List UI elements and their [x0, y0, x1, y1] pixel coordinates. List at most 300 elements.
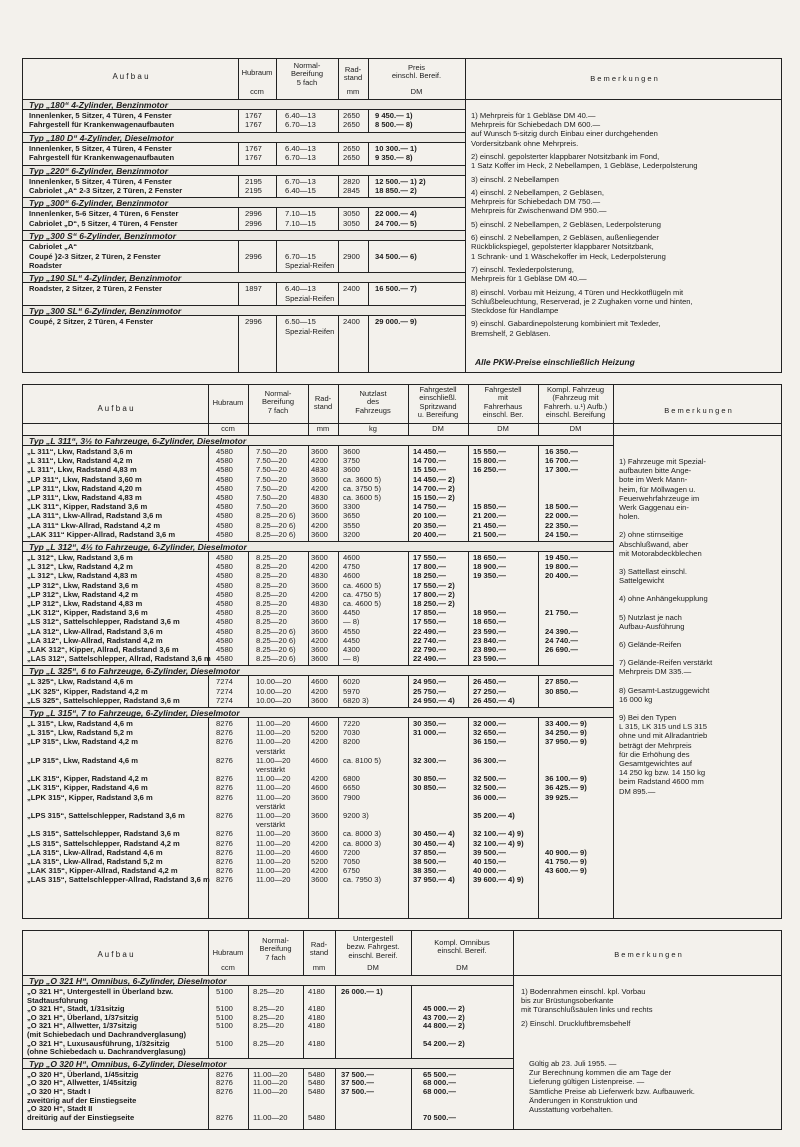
bus-cell-a: „O 321 H“, Luxusausführung, 1/32sitzig — [27, 1038, 170, 1048]
header-radstand: Rad- stand — [343, 65, 363, 83]
lkw-cell-h: 8276 — [216, 866, 233, 876]
lkw-cell-a: „LA 315“, Lkw-Allrad, Radstand 5,2 m — [27, 857, 163, 866]
lkw-cell-h: 4580 — [216, 654, 233, 664]
pkw-cell-p: 18 850.— 2) — [375, 186, 417, 195]
lkw-cell-r: 3600 — [311, 792, 328, 802]
pkw-row — [23, 327, 465, 336]
lkw-cell-n: 5970 — [343, 686, 360, 696]
lkw-cell-r: 4200 — [311, 774, 328, 784]
pkw-row — [23, 261, 465, 270]
bus-cell-b: 11.00—20 — [253, 1078, 288, 1088]
lkw-row — [23, 627, 613, 636]
lkw-cell-a: „LA 312“, Lkw-Allrad, Radstand 4,2 m — [27, 635, 163, 645]
lkw-cell-f1: 14 750.— — [413, 502, 446, 512]
lkw-cell-h: 4580 — [216, 571, 233, 581]
lkw-cell-f2: 18 950.— — [473, 608, 506, 618]
pkw-cell-r: 2900 — [343, 251, 360, 261]
lkw-cell-r: 4200 — [311, 737, 328, 747]
header-bereifung: Normal- Bereifung 5 fach — [290, 61, 324, 87]
lkw-cell-f1: 37 850.— — [413, 847, 446, 857]
lkw-cell-f2: 36 000.— — [473, 792, 506, 802]
bus-cell-a: „O 321 H“, Stadt, 1/31sitzig — [27, 1004, 125, 1014]
lkw-cell-h: 4580 — [216, 562, 233, 572]
lkw-cell-n: ca. 7950 3) — [343, 875, 381, 885]
lkw-cell-a: „LK 315“, Kipper, Radstand 4,6 m — [27, 783, 148, 793]
lkw-cell-f1: 25 750.— — [413, 686, 446, 696]
lkw-cell-n: 9200 3) — [343, 811, 369, 820]
lkw-cell-k: 22 350.— — [545, 520, 578, 530]
lkw-cell-b: 11.00—20 — [256, 792, 291, 802]
lkw-cell-a: „LP 311“, Lkw, Radstand 3,60 m — [27, 474, 142, 484]
pkw-footnote: 5) einschl. 2 Nebellampen, 2 Gebläsen, Lederpolsterung — [471, 219, 661, 229]
lkw-cell-r: 3600 — [311, 645, 328, 654]
lkw-row — [23, 756, 613, 765]
lkw-cell-f2: 21 200.— — [473, 511, 506, 521]
lkw-cell-r: 3600 — [311, 626, 328, 636]
lkw-cell-f2: 32 650.— — [473, 728, 506, 738]
bus-cell-r: 4180 — [308, 1038, 325, 1048]
bus-cell-u: 37 500.— — [341, 1069, 374, 1079]
bus-row — [23, 1113, 513, 1122]
pkw-cell-b: 6.70—15 — [285, 251, 316, 261]
bus-cell-r: 5480 — [308, 1112, 325, 1122]
lkw-cell-n: 6020 — [343, 677, 360, 687]
lkw-cell-r: 4200 — [311, 520, 328, 530]
pkw-cell-p: 12 500.— 1) 2) — [375, 176, 426, 186]
bus-cell-h: 5100 — [216, 1004, 233, 1014]
lkw-cell-r: 3600 — [311, 511, 328, 521]
lkw-footnote: 8) Gesamt-Lastzuggewicht 16 000 kg — [619, 685, 710, 704]
lkw-row — [23, 728, 613, 737]
lkw-cell-r: 4200 — [311, 589, 328, 599]
lkw-cell-k: 26 690.— — [545, 645, 578, 654]
omnibus-table — [22, 930, 782, 1130]
lkw-row — [23, 553, 613, 562]
lkw-cell-f1: 17 550.— 2) — [413, 580, 455, 590]
lkw-footnote: 3) Sattellast einschl. Sattelgewicht — [619, 567, 687, 586]
bus-section-title: Typ „O 321 H“, Omnibus, 6-Zylinder, Dieselmotor — [23, 975, 513, 986]
lkw-row — [23, 590, 613, 599]
pkw-cell-a: Cabriolet „A“ 2-3 Sitzer, 2 Türen, 2 Fenster — [29, 186, 183, 195]
pkw-cell-b: 6.70—13 — [285, 176, 316, 186]
lkw-cell-n: 4550 — [343, 626, 360, 636]
lkw-row — [23, 783, 613, 792]
lkw-cell-f2: 18 900.— — [473, 562, 506, 572]
lkw-cell-h: 7274 — [216, 686, 233, 696]
lkw-cell-r: 3600 — [311, 502, 328, 512]
lkw-cell-f2: 36 300.— — [473, 755, 506, 765]
lkw-cell-f2: 16 250.— — [473, 465, 506, 475]
pkw-section-title: Typ „300 SL“ 6-Zylinder, Benzinmotor — [23, 305, 465, 316]
lkw-cell-f1: 20 350.— — [413, 520, 446, 530]
lkw-cell-r: 5200 — [311, 857, 328, 866]
pkw-cell-p: 10 300.— 1) — [375, 143, 417, 153]
lkw-cell-r: 4830 — [311, 599, 328, 608]
lkw-row — [23, 521, 613, 530]
bus-cell-k: 45 000.— 2) — [423, 1004, 465, 1014]
bus-cell-k: 68 000.— — [423, 1087, 456, 1096]
lkw-cell-n: ca. 8000 3) — [343, 829, 381, 839]
lkw-cell-f1: 17 800.— — [413, 562, 446, 572]
lkw-cell-b: 11.00—20 — [256, 737, 291, 747]
lkw-cell-f1: 38 500.— — [413, 857, 446, 866]
lkw-cell-b: 11.00—20 — [256, 783, 291, 793]
lkw-table-body — [23, 435, 613, 920]
pkw-cell-a: Roadster, 2 Sitzer, 2 Türen, 2 Fenster — [29, 284, 162, 294]
lkw-cell-r: 3600 — [311, 608, 328, 618]
bus-cell-b: 11.00—20 — [253, 1069, 288, 1079]
lkw-cell-b: 10.00—20 — [256, 686, 292, 696]
bus-cell-a: dreitürig auf der Einstiegseite — [27, 1112, 135, 1122]
pkw-cell-r: 2650 — [343, 111, 360, 120]
lkw-row — [23, 696, 613, 705]
pkw-cell-h: 2195 — [245, 176, 262, 186]
lkw-row — [23, 774, 613, 783]
pkw-row — [23, 209, 465, 218]
bus-cell-b: 8.25—20 — [253, 1021, 284, 1031]
lkw-cell-b: 7.50—20 — [256, 502, 287, 512]
lkw-cell-f1: 22 490.— — [413, 626, 446, 636]
pkw-cell-b: 6.70—13 — [285, 153, 316, 163]
lkw-cell-b: 7.50—20 — [256, 474, 287, 484]
lkw-cell-r: 4600 — [311, 847, 328, 857]
lkw-cell-r: 3600 — [311, 617, 328, 627]
lkw-row — [23, 829, 613, 838]
lkw-header-kompl: Kompl. Fahrzeug (Fahrzeug mit Fahrerh. u.¹) Aufb.) einschl. Bereifung — [543, 385, 608, 419]
lkw-cell-h: 8276 — [216, 847, 233, 857]
lkw-cell-n: 7220 — [343, 719, 360, 728]
lkw-row — [23, 511, 613, 520]
lkw-cell-b: 11.00—20 — [256, 875, 291, 885]
lkw-header-radstand: Rad- stand — [313, 394, 333, 412]
lkw-cell-h: 4580 — [216, 456, 233, 466]
bus-cell-h: 8276 — [216, 1078, 233, 1088]
bus-cell-a: „O 321 H“, Untergestell in Überland bzw. — [27, 987, 174, 996]
pkw-row — [23, 144, 465, 153]
lkw-cell-h: 4580 — [216, 465, 233, 475]
bus-cell-b: 8.25—20 — [253, 1012, 284, 1022]
lkw-cell-h: 4580 — [216, 608, 233, 618]
lkw-cell-n: ca. 4600 5) — [343, 580, 381, 590]
lkw-cell-a: „L 312“, Lkw, Radstand 4,83 m — [27, 571, 138, 581]
lkw-cell-b: 11.00—20 — [256, 811, 291, 820]
lkw-cell-r: 4200 — [311, 562, 328, 572]
lkw-row — [23, 530, 613, 539]
pkw-cell-b: Spezial-Reifen — [285, 326, 335, 336]
lkw-cell-n: 3300 — [343, 502, 360, 512]
lkw-cell-f2: 19 350.— — [473, 571, 506, 581]
bus-cell-r: 4180 — [308, 987, 325, 996]
pkw-section-title: Typ „180 D“ 4-Zylinder, Dieselmotor — [23, 132, 465, 143]
lkw-cell-n: 6650 — [343, 783, 360, 793]
lkw-cell-f1: 15 150.— 2) — [413, 493, 455, 502]
pkw-cell-h: 2996 — [245, 218, 262, 228]
pkw-cell-p: 22 000.— 4) — [375, 209, 417, 219]
pkw-cell-b: Spezial-Reifen — [285, 293, 335, 303]
bus-cell-b: 11.00—20 — [253, 1112, 288, 1122]
lkw-cell-f1: 15 150.— — [413, 465, 446, 475]
lkw-footnote: 4) ohne Anhängekupplung — [619, 594, 708, 604]
lkw-cell-h: 4580 — [216, 502, 233, 512]
lkw-header-dm-3: DM — [569, 424, 582, 433]
lkw-cell-n: 3550 — [343, 520, 360, 530]
lkw-footnote: 1) Fahrzeuge mit Spezial- aufbauten bitte Ange- bote im Werk Mann- heim, für Möllwagen u. Feuerwehrfahrzeuge im Werk Gaggenau ein- holen. — [619, 457, 706, 522]
lkw-cell-h: 8276 — [216, 875, 233, 885]
lkw-row — [23, 599, 613, 608]
pkw-footnote: 7) einschl. Texlederpolsterung, Mehrpreis für 1 Gebläse DM 40.— — [471, 265, 587, 284]
lkw-cell-a: „L 311“, Lkw, Radstand 4,2 m — [27, 456, 133, 466]
bus-cell-b: 8.25—20 — [253, 1004, 284, 1014]
lkw-cell-f1: 24 950.— — [413, 677, 446, 687]
lkw-header-nutzlast: Nutzlast des Fahrzeugs — [355, 389, 391, 415]
lkw-cell-b: 11.00—20 — [256, 847, 291, 857]
lkw-cell-h: 8276 — [216, 728, 233, 738]
lkw-cell-h: 4580 — [216, 589, 233, 599]
lkw-cell-a: „LA 311“, Lkw-Allrad, Radstand 3,6 m — [27, 511, 163, 521]
bus-cell-k: 68 000.— — [423, 1078, 456, 1088]
bus-header-bemerkungen: B e m e r k u n g e n — [614, 950, 682, 959]
bus-header-hubraum: Hubraum — [212, 948, 244, 957]
lkw-cell-k: 22 000.— — [545, 511, 578, 521]
lkw-cell-r: 3600 — [311, 529, 328, 539]
lkw-cell-b: 11.00—20 — [256, 866, 291, 876]
lkw-cell-f1: 20 100.— — [413, 511, 446, 521]
lkw-section-title: Typ „L 311“, 3½ to Fahrzeuge, 6-Zylinder, Dieselmotor — [23, 435, 613, 446]
lkw-row — [23, 456, 613, 465]
lkw-cell-f1: 22 790.— — [413, 645, 446, 654]
lkw-cell-n: ca. 3600 5) — [343, 493, 381, 502]
lkw-footnote: 6) Gelände-Reifen — [619, 640, 682, 649]
lkw-cell-h: 8276 — [216, 737, 233, 747]
bus-cell-r: 4180 — [308, 1021, 325, 1031]
lkw-cell-k: 24 740.— — [545, 635, 578, 645]
bus-cell-h: 8276 — [216, 1112, 233, 1122]
lkw-cell-b: 7.50—20 — [256, 493, 287, 502]
lkw-cell-n: 7050 — [343, 857, 360, 866]
bus-section-title: Typ „O 320 H“, Omnibus, 6-Zylinder, Dieselmotor — [23, 1058, 513, 1069]
pkw-footnote: 4) einschl. 2 Nebellampen, 2 Gebläsen, Mehrpreis für Schiebedach DM 750.— Mehrpreis für Zwischenwand DM 950.— — [471, 188, 607, 216]
lkw-cell-f2: 40 000.— — [473, 866, 506, 876]
lkw-cell-r: 4830 — [311, 465, 328, 475]
lkw-section-title: Typ „L 325“, 6 to Fahrzeuge, 6-Zylinder, Dieselmotor — [23, 665, 613, 676]
lkw-cell-r: 3600 — [311, 654, 328, 664]
lkw-cell-k: 41 750.— 9) — [545, 857, 587, 866]
pkw-footnote: 2) einschl. gepolsterter klappbarer Notsitzbank im Fond, 1 Satz Koffer im Heck, 2 Nebellampen, 1 Gebläse, Lederpolsterung — [471, 152, 698, 171]
lkw-cell-n: 4300 — [343, 645, 360, 654]
bus-cell-r: 4180 — [308, 1004, 325, 1014]
lkw-cell-r: 5200 — [311, 728, 328, 738]
pkw-cell-h: 1767 — [245, 120, 262, 130]
lkw-row — [23, 581, 613, 590]
bus-cell-h: 5100 — [216, 1012, 233, 1022]
lkw-row — [23, 608, 613, 617]
header-preis: Preis einschl. Bereif. — [391, 63, 442, 81]
lkw-cell-h: 4580 — [216, 553, 233, 562]
lkw-cell-a: „LA 311“ Lkw-Allrad, Radstand 4,2 m — [27, 520, 161, 530]
pkw-row — [23, 294, 465, 303]
bus-cell-b: 8.25—20 — [253, 1038, 284, 1048]
lkw-cell-a: „LK 311“, Kipper, Radstand 3,6 m — [27, 502, 148, 512]
pkw-section-title: Typ „190 SL“ 4-Zylinder, Benzinmotor — [23, 272, 465, 283]
lkw-cell-a: „LAK 312“, Kipper, Allrad, Radstand 3,6 m — [27, 645, 179, 654]
lkw-cell-a: „L 325“, Lkw, Radstand 4,6 m — [27, 677, 133, 687]
pkw-row — [23, 317, 465, 326]
pkw-cell-p: 16 500.— 7) — [375, 284, 417, 294]
pkw-row — [23, 186, 465, 195]
bus-header-radstand-unit: mm — [312, 963, 326, 972]
lkw-cell-k: 17 300.— — [545, 465, 578, 475]
lkw-cell-n: 6800 — [343, 774, 360, 784]
lkw-cell-f1: 17 550.— — [413, 553, 446, 562]
lkw-row — [23, 617, 613, 626]
lkw-cell-b: 7.50—20 — [256, 456, 287, 466]
header-hubraum: Hubraum — [241, 68, 273, 77]
lkw-cell-a: „LA 315“, Lkw-Allrad, Radstand 4,6 m — [27, 847, 163, 857]
lkw-row — [23, 811, 613, 820]
header-bemerkungen: B e m e r k u n g e n — [590, 74, 658, 83]
bus-header-untergestell: Untergestell bezw. Fahrgest. einschl. Bereif. — [346, 934, 400, 960]
pkw-cell-h: 2996 — [245, 209, 262, 219]
lkw-cell-f1: 30 850.— — [413, 774, 446, 784]
bus-cell-r: 4180 — [308, 1012, 325, 1022]
lkw-cell-f2: 27 250.— — [473, 686, 506, 696]
lkw-row — [23, 465, 613, 474]
lkw-header-hubraum-unit: ccm — [221, 424, 235, 433]
bus-cell-k: 54 200.— 2) — [423, 1038, 465, 1048]
lkw-cell-r: 4200 — [311, 635, 328, 645]
bus-cell-r: 5480 — [308, 1087, 325, 1096]
bus-cell-a: „O 320 H“, Stadt II — [27, 1104, 93, 1114]
lkw-cell-h: 8276 — [216, 811, 233, 820]
lkw-cell-f2: 18 650.— — [473, 553, 506, 562]
lkw-cell-f1: 30 850.— — [413, 783, 446, 793]
lkw-row — [23, 839, 613, 848]
lkw-cell-f1: 32 300.— — [413, 755, 446, 765]
pkw-cell-p: 34 500.— 6) — [375, 251, 417, 261]
pkw-cell-b: 6.40—13 — [285, 111, 316, 120]
lkw-cell-k: 24 390.— — [545, 626, 578, 636]
lkw-cell-k: 30 850.— — [545, 686, 578, 696]
lkw-cell-a: „L 312“, Lkw, Radstand 3,6 m — [27, 553, 133, 562]
bus-cell-h: 5100 — [216, 1021, 233, 1031]
pkw-cell-a: Coupé }2-3 Sitzer, 2 Türen, 2 Fenster — [29, 251, 161, 261]
pkw-cell-b: 6.40—15 — [285, 186, 316, 195]
bus-cell-a: „O 320 H“, Stadt I — [27, 1087, 91, 1096]
lkw-cell-k: 16 700.— — [545, 456, 578, 466]
lkw-cell-r: 4600 — [311, 677, 328, 687]
lkw-cell-f1: 24 950.— 4) — [413, 695, 455, 705]
lkw-cell-f1: 17 850.— — [413, 608, 446, 618]
lkw-cell-b: verstärkt — [256, 801, 286, 811]
pkw-cell-r: 3050 — [343, 209, 360, 219]
lkw-cell-f1: 30 450.— 4) — [413, 838, 455, 848]
lkw-cell-b: 8.25—20 — [256, 599, 287, 608]
lkw-cell-b: 8.25—20 6) — [256, 645, 296, 654]
bus-header-hubraum-unit: ccm — [221, 963, 235, 972]
lkw-cell-h: 8276 — [216, 774, 233, 784]
bus-header-radstand: Rad- stand — [309, 940, 329, 958]
pkw-cell-p: 9 350.— 8) — [375, 153, 413, 163]
lkw-cell-f1: 14 700.— 2) — [413, 483, 455, 493]
bus-header-bereifung: Normal- Bereifung 7 fach — [259, 936, 292, 962]
lkw-cell-h: 4580 — [216, 645, 233, 654]
lkw-cell-f2: 36 150.— — [473, 737, 506, 747]
lkw-cell-k: 36 425.— 9) — [545, 783, 587, 793]
pkw-cell-h: 2996 — [245, 317, 262, 327]
pkw-cell-h: 1897 — [245, 284, 262, 294]
lkw-header-nutzlast-unit: kg — [369, 424, 377, 433]
lkw-cell-f2: 40 150.— — [473, 857, 506, 866]
lkw-cell-r: 3600 — [311, 447, 328, 456]
lkw-cell-h: 4580 — [216, 447, 233, 456]
pkw-cell-h: 2996 — [245, 251, 262, 261]
lkw-cell-n: 4600 — [343, 571, 360, 581]
bus-cell-r: 5480 — [308, 1069, 325, 1079]
bus-cell-a: „O 320 H“, Allwetter, 1/45sitzig — [27, 1078, 137, 1088]
bus-cell-b: 11.00—20 — [253, 1087, 288, 1096]
lkw-cell-b: 8.25—20 — [256, 580, 287, 590]
bus-header-untergestell-unit: DM — [367, 963, 379, 972]
bus-cell-b: 8.25—20 — [253, 987, 284, 996]
pkw-row — [23, 111, 465, 120]
lkw-cell-h: 4580 — [216, 520, 233, 530]
lkw-cell-b: 8.25—20 6) — [256, 529, 296, 539]
pkw-cell-a: Roadster — [29, 261, 62, 270]
lkw-cell-b: 8.25—20 — [256, 553, 287, 562]
pkw-cell-p: 29 000.— 9) — [375, 317, 417, 327]
lkw-header-aufbau: A u f b a u — [97, 404, 134, 413]
lkw-cell-f2: 32 500.— — [473, 783, 506, 793]
pkw-cell-b: 7.10—15 — [285, 209, 316, 219]
lkw-cell-k: 18 500.— — [545, 502, 578, 512]
lkw-cell-f2: 23 590.— — [473, 626, 506, 636]
lkw-header-bereifung: Normal- Bereifung 7 fach — [261, 389, 295, 415]
pkw-cell-r: 2400 — [343, 317, 360, 327]
lkw-cell-b: 10.00—20 — [256, 695, 292, 705]
lkw-cell-b: 10.00—20 — [256, 677, 292, 687]
lkw-cell-b: 11.00—20 — [256, 719, 291, 728]
lkw-cell-n: 3600 — [343, 447, 360, 456]
pkw-cell-r: 2650 — [343, 153, 360, 163]
lkw-cell-b: 11.00—20 — [256, 857, 291, 866]
lkw-cell-b: 11.00—20 — [256, 728, 291, 738]
lkw-cell-k: 21 750.— — [545, 608, 578, 618]
lkw-row — [23, 447, 613, 456]
lkw-cell-f1: 22 490.— — [413, 654, 446, 664]
lkw-cell-b: verstärkt — [256, 765, 286, 774]
lkw-cell-r: 3600 — [311, 829, 328, 839]
pkw-row — [23, 242, 465, 251]
lkw-cell-f2: 32 100.— 4) 9) — [473, 838, 524, 848]
lkw-cell-f1: 17 800.— 2) — [413, 589, 455, 599]
lkw-cell-a: „LS 315“, Sattelschlepper, Radstand 3,6 m — [27, 829, 180, 839]
lkw-cell-a: „LP 312“, Lkw, Radstand 3,6 m — [27, 580, 138, 590]
lkw-cell-r: 4830 — [311, 571, 328, 581]
lkw-section-title: Typ „L 315“, 7 to Fahrzeuge, 6-Zylinder, Dieselmotor — [23, 707, 613, 718]
lkw-row — [23, 687, 613, 696]
lkw-cell-n: ca. 8100 5) — [343, 755, 381, 765]
bus-cell-h: 5100 — [216, 1038, 233, 1048]
pkw-cell-b: 7.10—15 — [285, 218, 316, 228]
lkw-cell-f2: 15 850.— — [473, 502, 506, 512]
lkw-cell-r: 3600 — [311, 580, 328, 590]
lkw-cell-h: 8276 — [216, 755, 233, 765]
lkw-cell-a: „L 312“, Lkw, Radstand 4,2 m — [27, 562, 133, 572]
lkw-footnote: 2) ohne stirnseitige Abschlußwand, aber mit Motorabdeckblechen — [619, 530, 702, 558]
lkw-cell-f2: 39 500.— — [473, 847, 506, 857]
lkw-cell-h: 4580 — [216, 599, 233, 608]
lkw-cell-a: „LAK 311“ Kipper-Allrad, Radstand 3,6 m — [27, 529, 176, 539]
